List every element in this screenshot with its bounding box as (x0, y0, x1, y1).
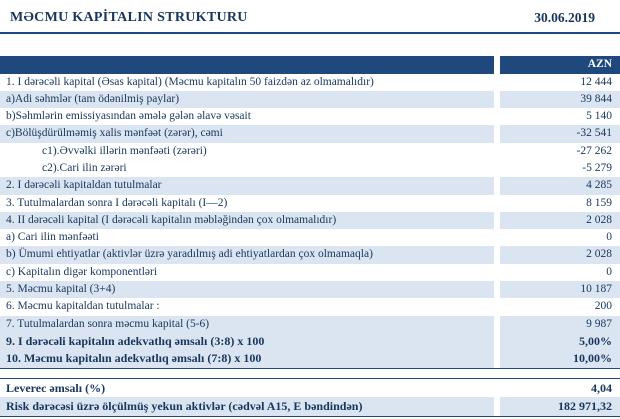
row-value: 10 187 (580, 283, 612, 296)
row-value: 200 (594, 300, 612, 313)
row-label: 10. Məcmu kapitalın adekvatlıq əmsalı (7:8) x 100 (6, 351, 262, 366)
row-label: a) Cari ilin mənfəəti (6, 231, 99, 244)
table-row (0, 195, 620, 212)
table-row (0, 316, 620, 333)
row-value: 0 (606, 231, 612, 244)
row-label: 1. I dərəcəli kapital (Əsas kapital) (Məcmu kapitalın 50 faizdən az olmamalıdır) (6, 75, 374, 88)
row-value: 4 285 (586, 179, 612, 192)
row-value: -5 279 (582, 161, 612, 174)
row-label: c2).Cari ilin zərəri (42, 161, 127, 174)
table-row (0, 160, 620, 177)
table-row (0, 379, 620, 398)
table-row (0, 212, 620, 229)
row-label: b)Səhmlərin emissiyasından əmələ gələn əlavə vəsait (6, 110, 251, 123)
summary-body (0, 379, 620, 417)
table-row (0, 264, 620, 281)
report-header (0, 0, 620, 32)
table-header-row (0, 56, 620, 74)
row-label: 2. I dərəcəli kapitaldan tutulmalar (6, 179, 162, 192)
table-row (0, 143, 620, 160)
row-value: 4,04 (591, 380, 612, 395)
row-label: c1).Əvvəlki illərin mənfəəti (zərəri) (42, 144, 207, 157)
table-row (0, 229, 620, 246)
row-label: Risk dərəcəsi üzrə ölçülmüş yekun aktivlər (cədvəl A15, E bəndindən) (6, 399, 363, 414)
row-label: 4. II dərəcəli kapital (I dərəcəli kapitalın məbləğindən çox olmamalıdır) (6, 213, 337, 226)
row-label: c) Kapitalın digər komponentləri (6, 265, 158, 278)
table-row (0, 108, 620, 125)
capital-table (0, 56, 620, 369)
row-label: c)Bölüşdürülməmiş xalis mənfəət (zərər), cəmi (6, 127, 223, 140)
table-row (0, 246, 620, 263)
summary-table (0, 378, 620, 417)
row-value: 182 971,32 (558, 399, 612, 414)
row-value: 9 987 (586, 317, 612, 330)
row-value: 8 159 (586, 196, 612, 209)
row-value: -32 541 (576, 127, 612, 140)
row-value: 2 028 (586, 213, 612, 226)
table-row (0, 397, 620, 417)
row-label: 9. I dərəcəli kapitalın adekvatlıq əmsalı (3:8) x 100 (6, 333, 265, 348)
row-value: 39 844 (580, 92, 612, 105)
table-row (0, 125, 620, 142)
row-value: 5 140 (586, 110, 612, 123)
row-value: 10,00% (573, 351, 612, 366)
row-label: a)Adi səhmlər (tam ödənilmiş paylar) (6, 92, 180, 105)
row-value: 12 444 (580, 75, 612, 88)
row-label: 5. Məcmu kapital (3+4) (6, 283, 116, 296)
currency-header: AZN (587, 58, 612, 71)
table-row (0, 333, 620, 350)
page-title: MƏCMU KAPİTALIN STRUKTURU (10, 10, 248, 25)
table-row (0, 74, 620, 91)
table-row (0, 350, 620, 367)
row-value: 0 (606, 265, 612, 278)
row-value: 5,00% (579, 333, 612, 348)
table-row (0, 281, 620, 298)
table-row (0, 298, 620, 315)
row-label: 6. Məcmu kapitaldan tutulmalar : (6, 300, 160, 313)
row-label: Leverec əmsalı (%) (6, 380, 106, 395)
report-date: 30.06.2019 (534, 10, 595, 25)
row-value: 2 028 (586, 248, 612, 261)
row-label: 3. Tutulmalardan sonra I dərəcəli kapitalı (I—2) (6, 196, 228, 209)
row-label: 7. Tutulmalardan sonra məcmu kapital (5-6) (6, 317, 210, 330)
table-row (0, 91, 620, 108)
table-row (0, 177, 620, 194)
spacer (0, 34, 620, 56)
row-value: -27 262 (576, 144, 612, 157)
row-label: b) Ümumi ehtiyatlar (aktivlər üzrə yaradılmış adi ehtiyatlardan çox olmamaqla) (6, 248, 373, 261)
table-body (0, 74, 620, 368)
